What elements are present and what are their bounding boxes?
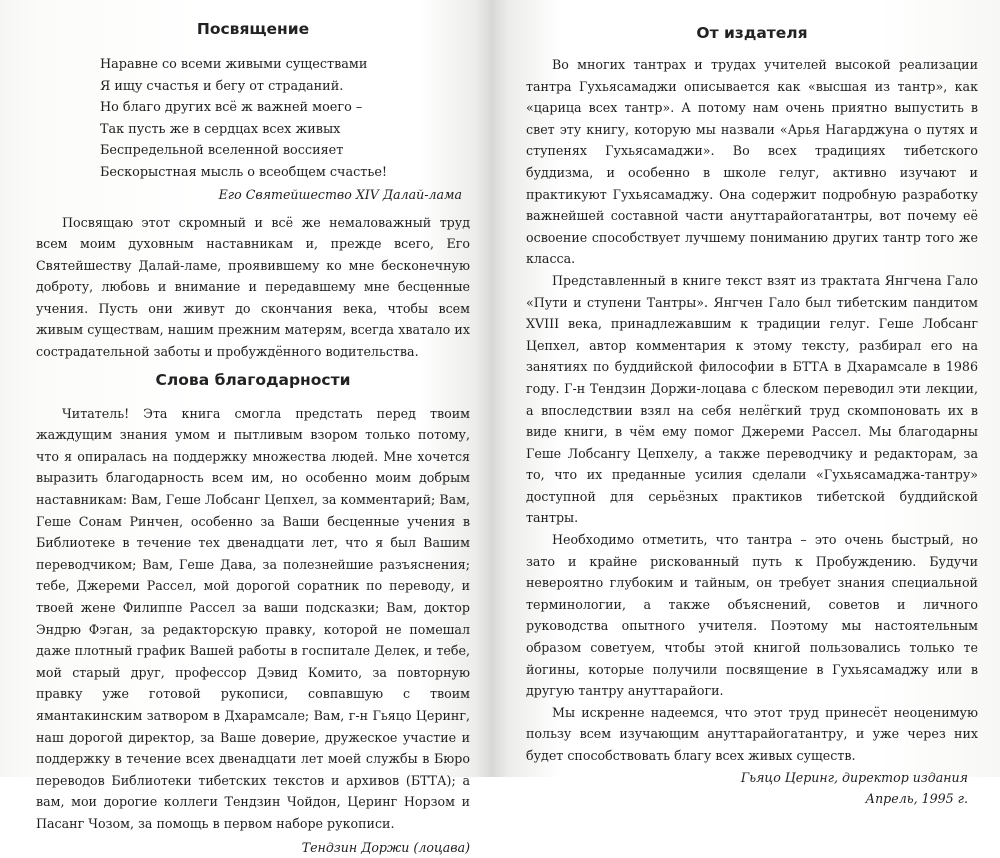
poem-author: Его Святейшество XIV Далай-лама bbox=[218, 187, 462, 202]
poem-line: Я ищу счастья и бегу от страданий. bbox=[100, 78, 344, 94]
poem bbox=[100, 54, 470, 183]
poem-line: Наравне со всеми живыми существами bbox=[100, 57, 368, 72]
poem-line: Беспредельной вселенной воссияет bbox=[100, 143, 344, 158]
dedication-title: Посвящение bbox=[196, 20, 310, 38]
publisher-paragraph: Мы искренне надеемся, что этот труд принесёт неоценимую пользу всем изучающим ануттарайогатантру, и уже через них будет способствовать благу всех живых существ. bbox=[526, 704, 978, 763]
acknowledgements-paragraph: Читатель! Эта книга смогла предстать перед твоим жаждущим знания умом и пытливым взором только потому, что я опиралась на поддержку множества людей. Мне хочется выразить благодарность всем им, но особенно моим добрым наставникам: Вам, Геше Лобсанг Цепхел, за комментарий; Вам, Геше Сонам Ринчен, особенно за Ваши бесценные учения в Библиотеке в течение тех двенадцати лет, что я был Вашим переводчиком; Вам, Геше Дава, за полезнейшие разъяснения; тебе, Джереми Рассел, мой дорогой соратник по переводу, и твоей жене Филиппе Рассел за ваши подсказки; Вам, доктор Эндрю Фэган, за редакторскую правку, которой не помешал даже плотный график Вашей работы в госпитале Делек, и тебе, мой старый друг, профессор Дэвид Комито, за повторную правку уже готовой рукописи, совпавшую с твоим ямантакинским затвором в Дхарамсале; Вам, г-н Гьяцо Церинг, наш дорогой директор, за Ваше доверие, дружеское участие и поддержку в течение всех двенадцати лет моей службы в Бюро переводов Библиотеки тибетских текстов и архивов (БТТА); а вам, мои дорогие коллеги Тендзин Чойдон, Церинг Норзом и Пасанг Чозом, за помощь в первом наборе рукописи. bbox=[36, 405, 470, 831]
right-page bbox=[510, 0, 1000, 807]
publisher-paragraph: Во многих тантрах и трудах учителей высокой реализации тантра Гухьясамаджи описывается как «высшая из тантр», как «царица всех тантр». А потому нам очень приятно выпустить в свет эту книгу, которую мы назвали «Арья Нагарджуна о путях и ступенях Гухьясамаджи». Во всех традициях тибетского буддизма, и особенно в школе гелуг, активно изучают и практикуют Гухьясамаджу. Она содержит подробную разработку важнейшей составной части ануттарайогатантры, вот почему её освоение способствует лучшему пониманию других тантр того же класса. bbox=[526, 57, 978, 267]
left-page bbox=[0, 0, 490, 855]
publisher-paragraph: Необходимо отметить, что тантра – это очень быстрый, но зато и крайне рискованный путь к Пробуждению. Будучи невероятно глубоким и тайным, он требует знания специальной терминологии, а также объяснений, советов и личного руководства опытного учителя. Поэтому мы настоятельным образом советуем, чтобы этой книгой пользовались только те йогины, которые получили посвящение в Гухьясамаджу или в другую тантру ануттарайоги. bbox=[526, 532, 978, 699]
dedication-paragraph: Посвящаю этот скромный и всё же немаловажный труд всем моим духовным наставникам и, прежде всего, Его Святейшеству Далай-ламе, проявившему ко мне бесконечную доброту, любовь и внимание и передавшему мне бесценные учения. Пусть они живут до скончания века, чтобы всем живым существам, нашим прежним матерям, всегда хватало их сострадательной заботы и пробуждённого водительства. bbox=[36, 214, 470, 360]
poem-line: Но благо других всё ж важней моего – bbox=[100, 100, 363, 115]
translator-signature: Тендзин Доржи (лоцава) bbox=[301, 839, 470, 855]
publication-date: Апрель, 1995 г. bbox=[865, 791, 968, 807]
publisher-title: От издателя bbox=[696, 24, 808, 42]
publisher-paragraph: Представленный в книге текст взят из трактата Янгчена Гало «Пути и ступени Тантры». Янгчен Гало был тибетским пандитом XVIII века, принадлежавшим к традиции гелуг. Геше Лобсанг Цепхел, автор комментария к этому тексту, разбирал его на занятиях по буддийской философии в БТТА в Дхарамсале в 1986 году. Г-н Тендзин Доржи-лоцава с блеском переводил эти лекции, а впоследствии взял на себя нелёгкий труд скомпоновать их в виде книги, в чём ему помог Джереми Рассел. Мы благодарны Геше Лобсангу Цепхелу, а также переводчику и редакторам, за то, что их преданные усилия сделали «Гухьясамаджа-тантру» доступной для серьёзных практиков тибетской буддийской тантры. bbox=[526, 272, 978, 526]
publisher-signature: Гьяцо Церинг, директор издания bbox=[740, 769, 968, 785]
poem-line: Бескорыстная мысль о всеобщем счастье! bbox=[100, 164, 388, 180]
poem-line: Так пусть же в сердцах всех живых bbox=[100, 121, 341, 137]
acknowledgements-title: Слова благодарности bbox=[155, 370, 351, 389]
